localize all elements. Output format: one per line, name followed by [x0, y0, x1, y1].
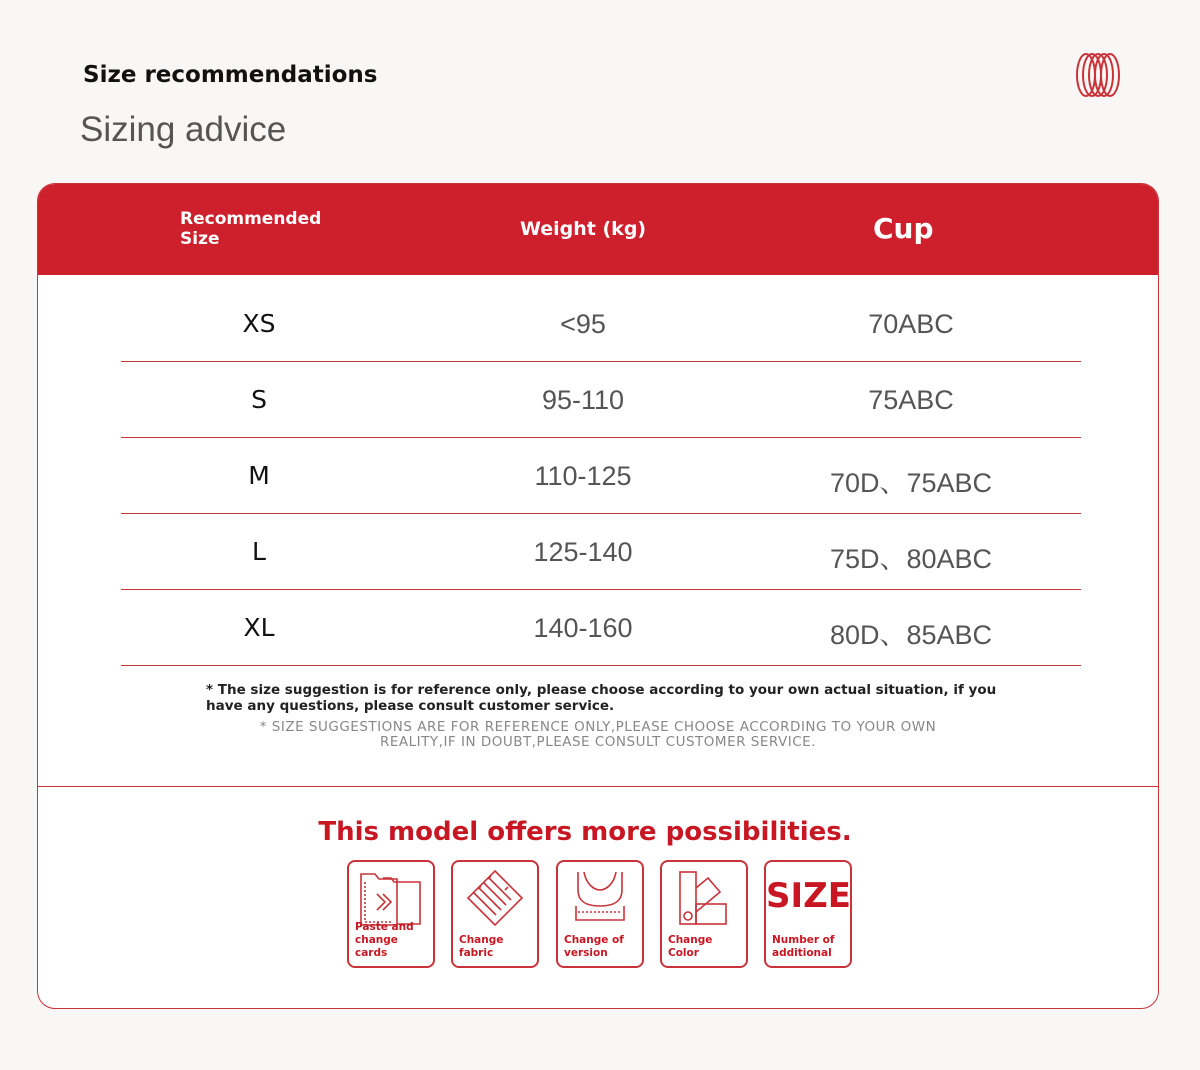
- size-cell: XS: [242, 309, 276, 338]
- column-header-weight: Weight (kg): [520, 218, 647, 240]
- table-header: [38, 184, 1158, 275]
- weight-cell: 95-110: [541, 385, 625, 415]
- size-cell: XL: [243, 613, 275, 642]
- table-row: [121, 287, 1081, 362]
- cup-cell: 80D、85ABC: [829, 620, 993, 650]
- page-title: Size recommendations: [83, 62, 378, 88]
- feature-label: Number of additional: [772, 934, 835, 959]
- size-cell: M: [248, 461, 270, 490]
- weight-cell: 140-160: [533, 613, 633, 643]
- weight-cell: <95: [560, 309, 606, 339]
- table-row: [121, 363, 1081, 438]
- column-header-size: Recommended Size: [180, 209, 322, 249]
- column-header-cup: Cup: [873, 212, 934, 245]
- weight-cell: 125-140: [533, 537, 633, 567]
- bra-icon: [566, 868, 634, 930]
- color-swatch-icon: [670, 868, 738, 930]
- section-divider: [38, 786, 1158, 787]
- size-note-caps: * SIZE SUGGESTIONS ARE FOR REFERENCE ONLY,PLEASE CHOOSE ACCORDING TO YOUR OWN REALITY,IF IN DOUBT,PLEASE CONSULT CUSTOMER SERVICE.: [259, 719, 937, 750]
- feature-card: [764, 860, 852, 968]
- cup-cell: 75ABC: [868, 385, 954, 415]
- rings-logo-icon: [1074, 50, 1122, 100]
- table-row: [121, 515, 1081, 590]
- feature-card: [556, 860, 644, 968]
- cup-cell: 75D、80ABC: [829, 544, 993, 574]
- table-row: [121, 591, 1081, 666]
- feature-label: Paste and change cards: [355, 921, 414, 959]
- table-row: [121, 439, 1081, 514]
- promo-title: This model offers more possibilities.: [318, 817, 852, 847]
- feature-card: [347, 860, 435, 968]
- feature-label: Change of version: [564, 934, 624, 959]
- feature-label: Change fabric: [459, 934, 504, 959]
- size-note: * The size suggestion is for reference only, please choose according to your own actual situation, if you have any questions, please consult customer service.: [206, 682, 997, 714]
- weight-cell: 110-125: [534, 461, 632, 491]
- size-cell: S: [251, 385, 267, 414]
- page-subtitle: Sizing advice: [80, 110, 287, 149]
- size-text-icon: SIZE: [766, 876, 852, 916]
- size-cell: L: [252, 537, 266, 566]
- size-chart-card: [37, 183, 1159, 1009]
- fabric-icon: [461, 868, 529, 930]
- feature-card: [660, 860, 748, 968]
- cup-cell: 70D、75ABC: [829, 468, 993, 498]
- cup-cell: 70ABC: [868, 309, 954, 339]
- feature-card: [451, 860, 539, 968]
- feature-label: Change Color: [668, 934, 713, 959]
